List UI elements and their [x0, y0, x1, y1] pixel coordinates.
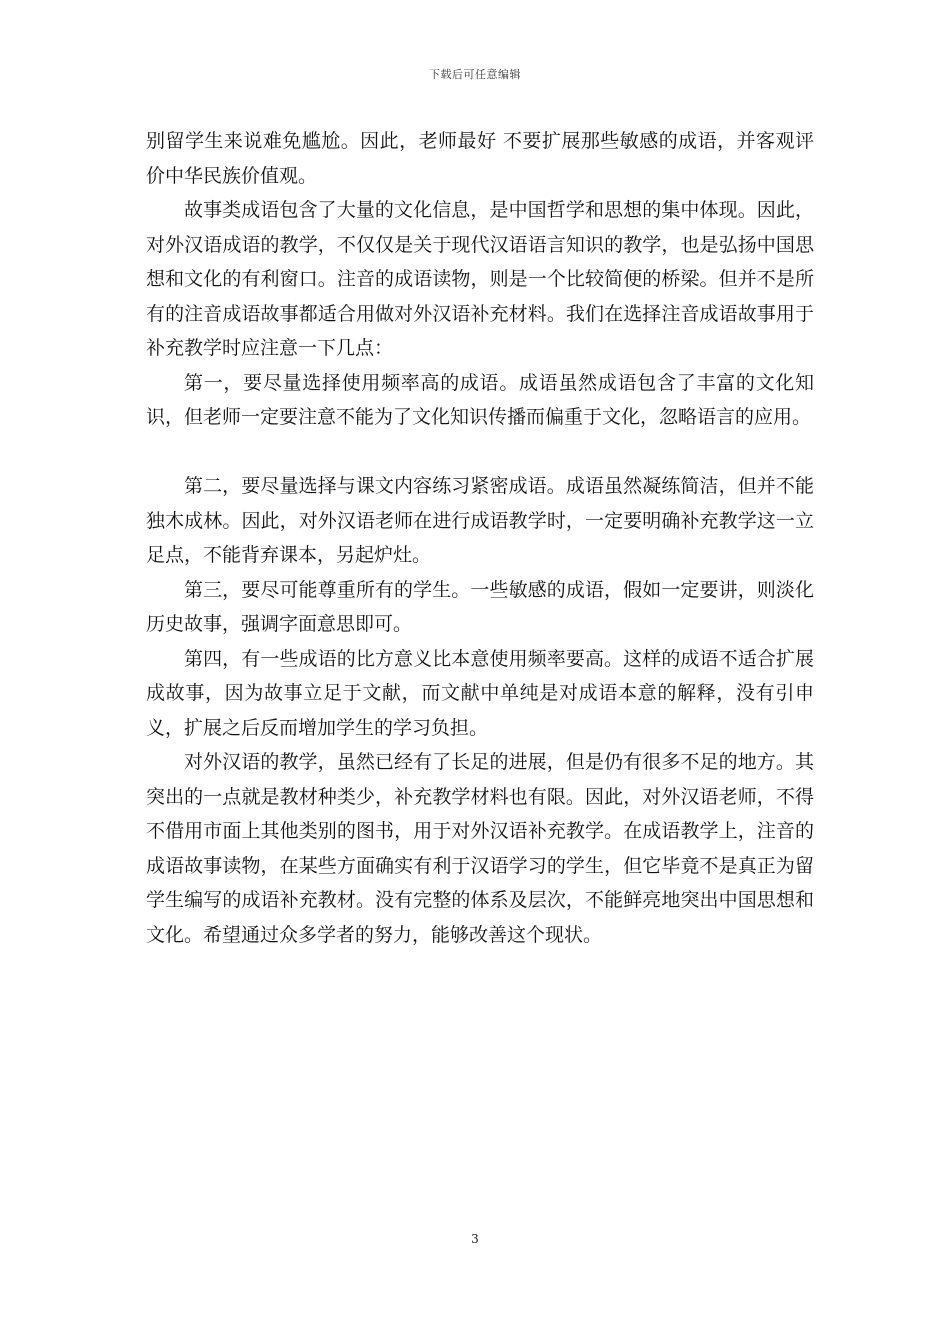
paragraph-intro: 故事类成语包含了大量的文化信息，是中国哲学和思想的集中体现。因此，对外汉语成语的教学，不仅仅是关于现代汉语语言知识的教学，也是弘扬中国思想和文化的有利窗口。注音的成语读物，则是一个比较简便的桥梁。但并不是所有的注音成语故事都适合用做对外汉语补充材料。我们在选择注音成语故事用于补充教学时应注意一下几点： [146, 199, 814, 359]
paragraph-point-three: 第三，要尽可能尊重所有的学生。一些敏感的成语，假如一定要讲，则淡化历史故事，强调字面意思即可。 [146, 578, 814, 635]
document-body [146, 124, 814, 952]
page-header-note: 下载后可任意编辑 [429, 68, 521, 81]
paragraph-point-four: 第四，有一些成语的比方意义比本意使用频率要高。这样的成语不适合扩展成故事，因为故事立足于文献，而文献中单纯是对成语本意的解释，没有引申义，扩展之后反而增加学生的学习负担。 [146, 647, 814, 739]
page-number: 3 [471, 1232, 479, 1246]
paragraph-continuation: 别留学生来说难免尴尬。因此，老师最好 不要扩展那些敏感的成语，并客观评价中华民族价值观。 [146, 130, 814, 187]
paragraph-conclusion: 对外汉语的教学，虽然已经有了长足的进展，但是仍有很多不足的地方。其突出的一点就是教材种类少，补充教学材料也有限。因此，对外汉语老师，不得不借用市面上其他类别的图书，用于对外汉语补充教学。在成语教学上，注音的成语故事读物，在某些方面确实有利于汉语学习的学生，但它毕竟不是真正为留学生编写的成语补充教材。没有完整的体系及层次，不能鲜亮地突出中国思想和文化。希望通过众多学者的努力，能够改善这个现状。 [146, 751, 814, 946]
paragraph-point-one: 第一，要尽量选择使用频率高的成语。成语虽然成语包含了丰富的文化知识，但老师一定要注意不能为了文化知识传播而偏重于文化，忽略语言的应用。 [146, 371, 814, 428]
paragraph-point-two: 第二，要尽量选择与课文内容练习紧密成语。成语虽然凝练简洁，但并不能独木成林。因此，对外汉语老师在进行成语教学时，一定要明确补充教学这一立足点，不能背弃课本，另起炉灶。 [146, 475, 814, 566]
